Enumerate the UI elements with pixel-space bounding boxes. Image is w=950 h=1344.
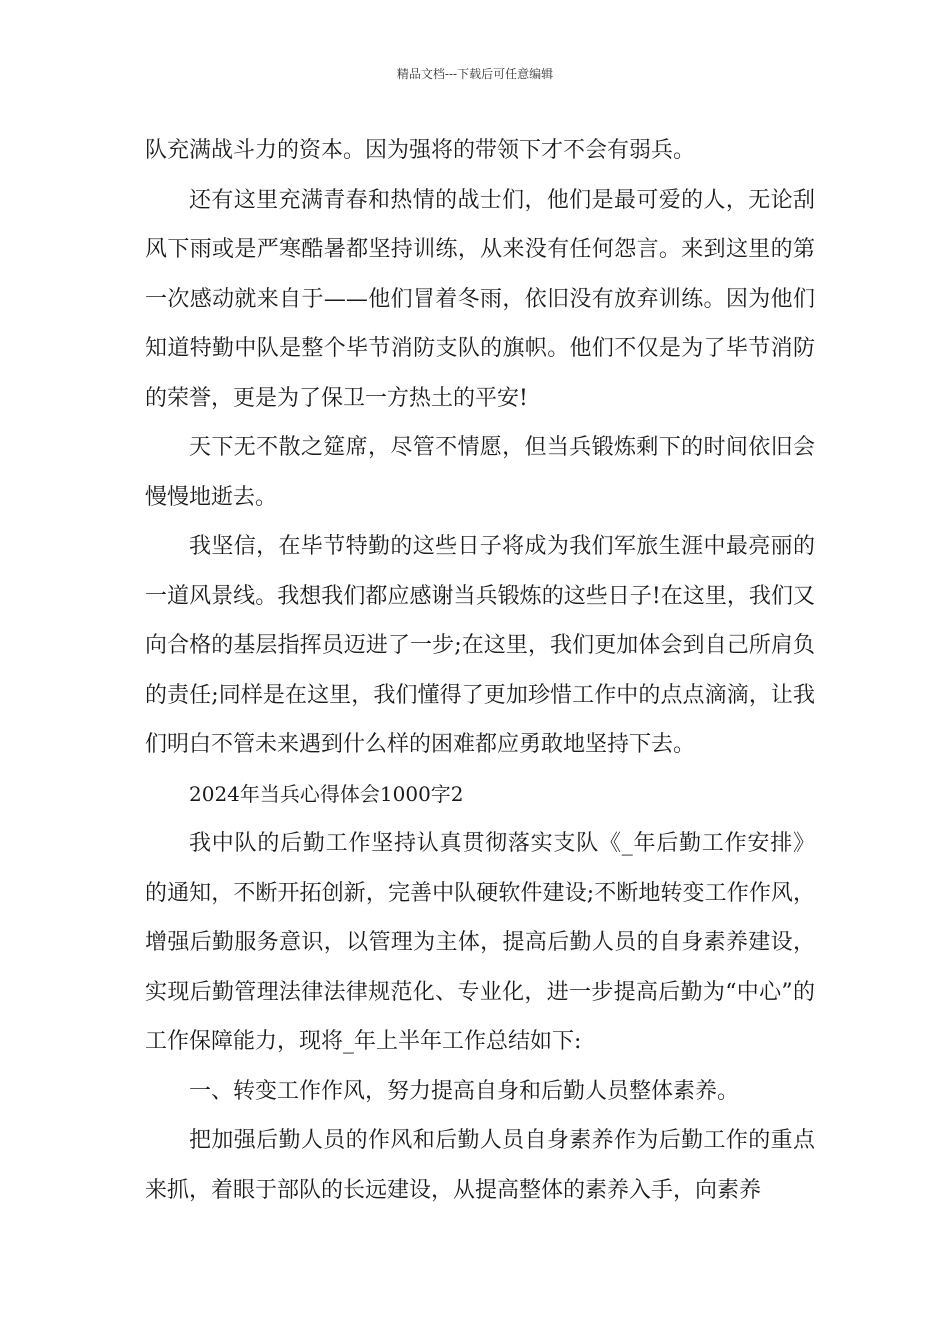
paragraph-4: 我坚信，在毕节特勤的这些日子将成为我们军旅生涯中最亮丽的一道风景线。我想我们都应感谢当兵锻炼的这些日子!在这里，我们又向合格的基层指挥员迈进了一步;在这里，我们更加体会到自己所肩负的责任;同样是在这里，我们懂得了更加珍惜工作中的点点滴滴，让我们明白不管未来遇到什么样的困难都应勇敢地坚持下去。 xyxy=(145,534,815,757)
document-body xyxy=(145,126,815,1215)
paragraph-6: 一、转变工作作风，努力提高自身和后勤人员整体素养。 xyxy=(189,1078,740,1104)
paragraph-2: 还有这里充满青春和热情的战士们，他们是最可爱的人，无论刮风下雨或是严寒酷暑都坚持训练，从来没有任何怨言。来到这里的第一次感动就来自于——他们冒着冬雨，依旧没有放弃训练。因为他们知道特勤中队是整个毕节消防支队的旗帜。他们不仅是为了毕节消防的荣誉，更是为了保卫一方热土的平安! xyxy=(145,187,815,411)
paragraph-1: 队充满战斗力的资本。因为强将的带领下才不会有弱兵。 xyxy=(145,138,696,163)
paragraph-3: 天下无不散之筵席，尽管不情愿，但当兵锻炼剩下的时间依旧会慢慢地逝去。 xyxy=(145,435,815,510)
paragraph-5: 我中队的后勤工作坚持认真贯彻落实支队《_年后勤工作安排》的通知，不断开拓创新，完善中队硬软件建设;不断地转变工作作风，增强后勤服务意识，以管理为主体，提高后勤人员的自身素养建设，实现后勤管理法律法律规范化、专业化，进一步提高后勤为“中心”的工作保障能力，现将_年上半年工作总结如下: xyxy=(145,831,815,1054)
paragraph-7: 把加强后勤人员的作风和后勤人员自身素养作为后勤工作的重点来抓，着眼于部队的长远建设，从提高整体的素养入手，向素养 xyxy=(145,1128,815,1203)
section-heading: 2024年当兵心得体会1000字2 xyxy=(189,781,464,806)
page-header: 精品文档---下载后可任意编辑 xyxy=(396,67,554,81)
